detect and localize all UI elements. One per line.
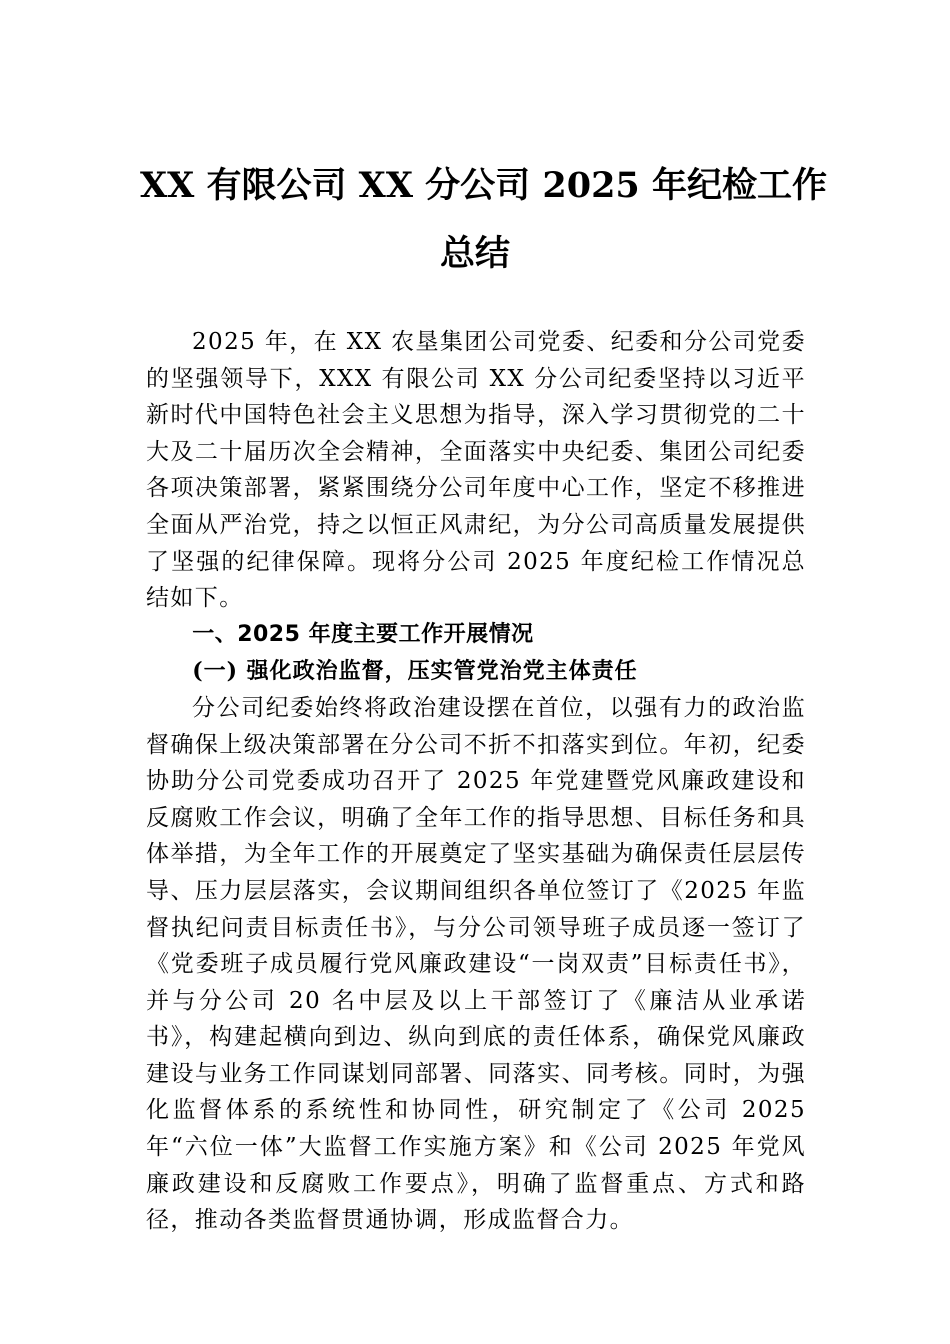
document-body — [146, 324, 806, 1239]
document-title-line-1: XX 有限公司 XX 分公司 2025 年纪检工作 — [140, 165, 827, 206]
subsection-heading-1: (一) 强化政治监督，压实管党治党主体责任 — [192, 658, 638, 685]
document-title-line-2: 总结 — [439, 233, 510, 274]
intro-paragraph: 2025 年，在 XX 农垦集团公司党委、纪委和分公司党委的坚强领导下，XXX 有限公司 XX 分公司纪委坚持以习近平新时代中国特色社会主义思想为指导，深入学习贯彻党的二十大及二十届历次全会精神，全面落实中央纪委、集团公司纪委各项决策部署，紧紧围绕分公司年度中心工作，坚定不移推进全面从严治党，持之以恒正风肃纪，为分公司高质量发展提供了坚强的纪律保障。现将分公司 2025 年度纪检工作情况总结如下。 — [146, 329, 806, 612]
section-heading-1: 一、2025 年度主要工作开展情况 — [192, 621, 534, 647]
subsection-paragraph-1: 分公司纪委始终将政治建设摆在首位，以强有力的政治监督确保上级决策部署在分公司不折不扣落实到位。年初，纪委协助分公司党委成功召开了 2025 年党建暨党风廉政建设和反腐败工作会议，明确了全年工作的指导思想、目标任务和具体举措，为全年工作的开展奠定了坚实基础为确保责任层层传导、压力层层落实，会议期间组织各单位签订了《2025 年监督执纪问责目标责任书》，与分公司领导班子成员逐一签订了《党委班子成员履行党风廉政建设“一岗双责”目标责任书》，并与分公司 20 名中层及以上干部签订了《廉洁从业承诺书》，构建起横向到边、纵向到底的责任体系，确保党风廉政建设与业务工作同谋划同部署、同落实、同考核。同时，为强化监督体系的系统性和协同性，研究制定了《公司 2025 年“六位一体”大监督工作实施方案》和《公司 2025 年党风廉政建设和反腐败工作要点》，明确了监督重点、方式和路径，推动各类监督贯通协调，形成监督合力。 — [146, 694, 806, 1234]
